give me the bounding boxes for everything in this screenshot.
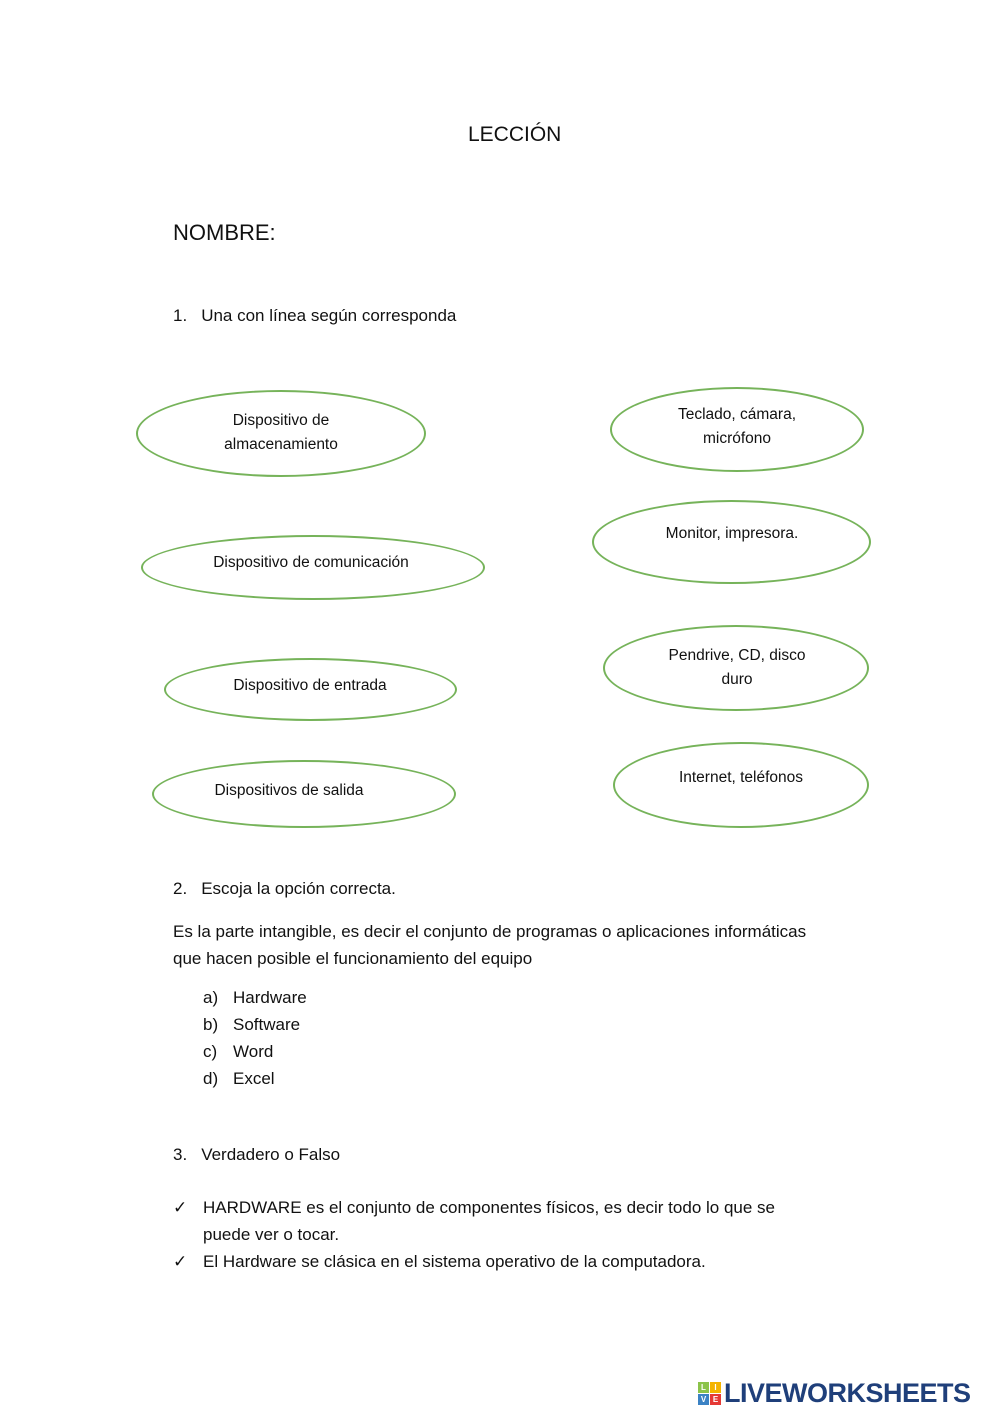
match-right-3-label: Pendrive, CD, disco duro <box>668 647 806 688</box>
match-left-2-label: Dispositivo de comunicación <box>213 554 409 571</box>
match-right-1-label: Teclado, cámara, micrófono <box>677 406 797 447</box>
match-right-2-label: Monitor, impresora. <box>665 525 799 542</box>
match-left-3-label: Dispositivo de entrada <box>233 677 387 694</box>
check-icon: ✓ <box>173 1252 188 1271</box>
logo-blocks-icon: L I V E <box>698 1382 721 1405</box>
q3-item-1[interactable]: ✓ HARDWARE es el conjunto de componentes físicos, es decir todo lo que se puede ver o tocar. <box>173 1194 775 1248</box>
option-a: a) Hardware <box>203 988 307 1007</box>
q2-options[interactable] <box>203 984 307 1092</box>
q3-item-2[interactable]: ✓ El Hardware se clásica en el sistema operativo de la computadora. <box>173 1248 706 1275</box>
q2-prompt: Es la parte intangible, es decir el conjunto de programas o aplicaciones informáticas que hacen posible el funcionamiento del equipo <box>173 922 807 968</box>
q3-heading: 3. Verdadero o Falso <box>173 1145 341 1164</box>
q1-heading <box>173 306 456 326</box>
q1-text: Una con línea según corresponda <box>201 306 457 325</box>
q2-heading: 2. Escoja la opción correcta. <box>173 879 396 898</box>
q1-number: 1. <box>173 306 188 325</box>
match-right-4-label: Internet, teléfonos <box>678 769 804 786</box>
option-b: b) Software <box>203 1015 301 1034</box>
name-label: NOMBRE: <box>173 220 276 245</box>
match-left-1-label: Dispositivo de almacenamiento <box>224 412 338 453</box>
liveworksheets-logo: L I V E LIVEWORKSHEETS <box>698 1378 971 1409</box>
match-left-4-label: Dispositivos de salida <box>214 782 364 799</box>
page-title: LECCIÓN <box>468 123 562 146</box>
option-d: d) Excel <box>203 1069 275 1088</box>
check-icon: ✓ <box>173 1198 188 1217</box>
option-c: c) Word <box>203 1042 274 1061</box>
